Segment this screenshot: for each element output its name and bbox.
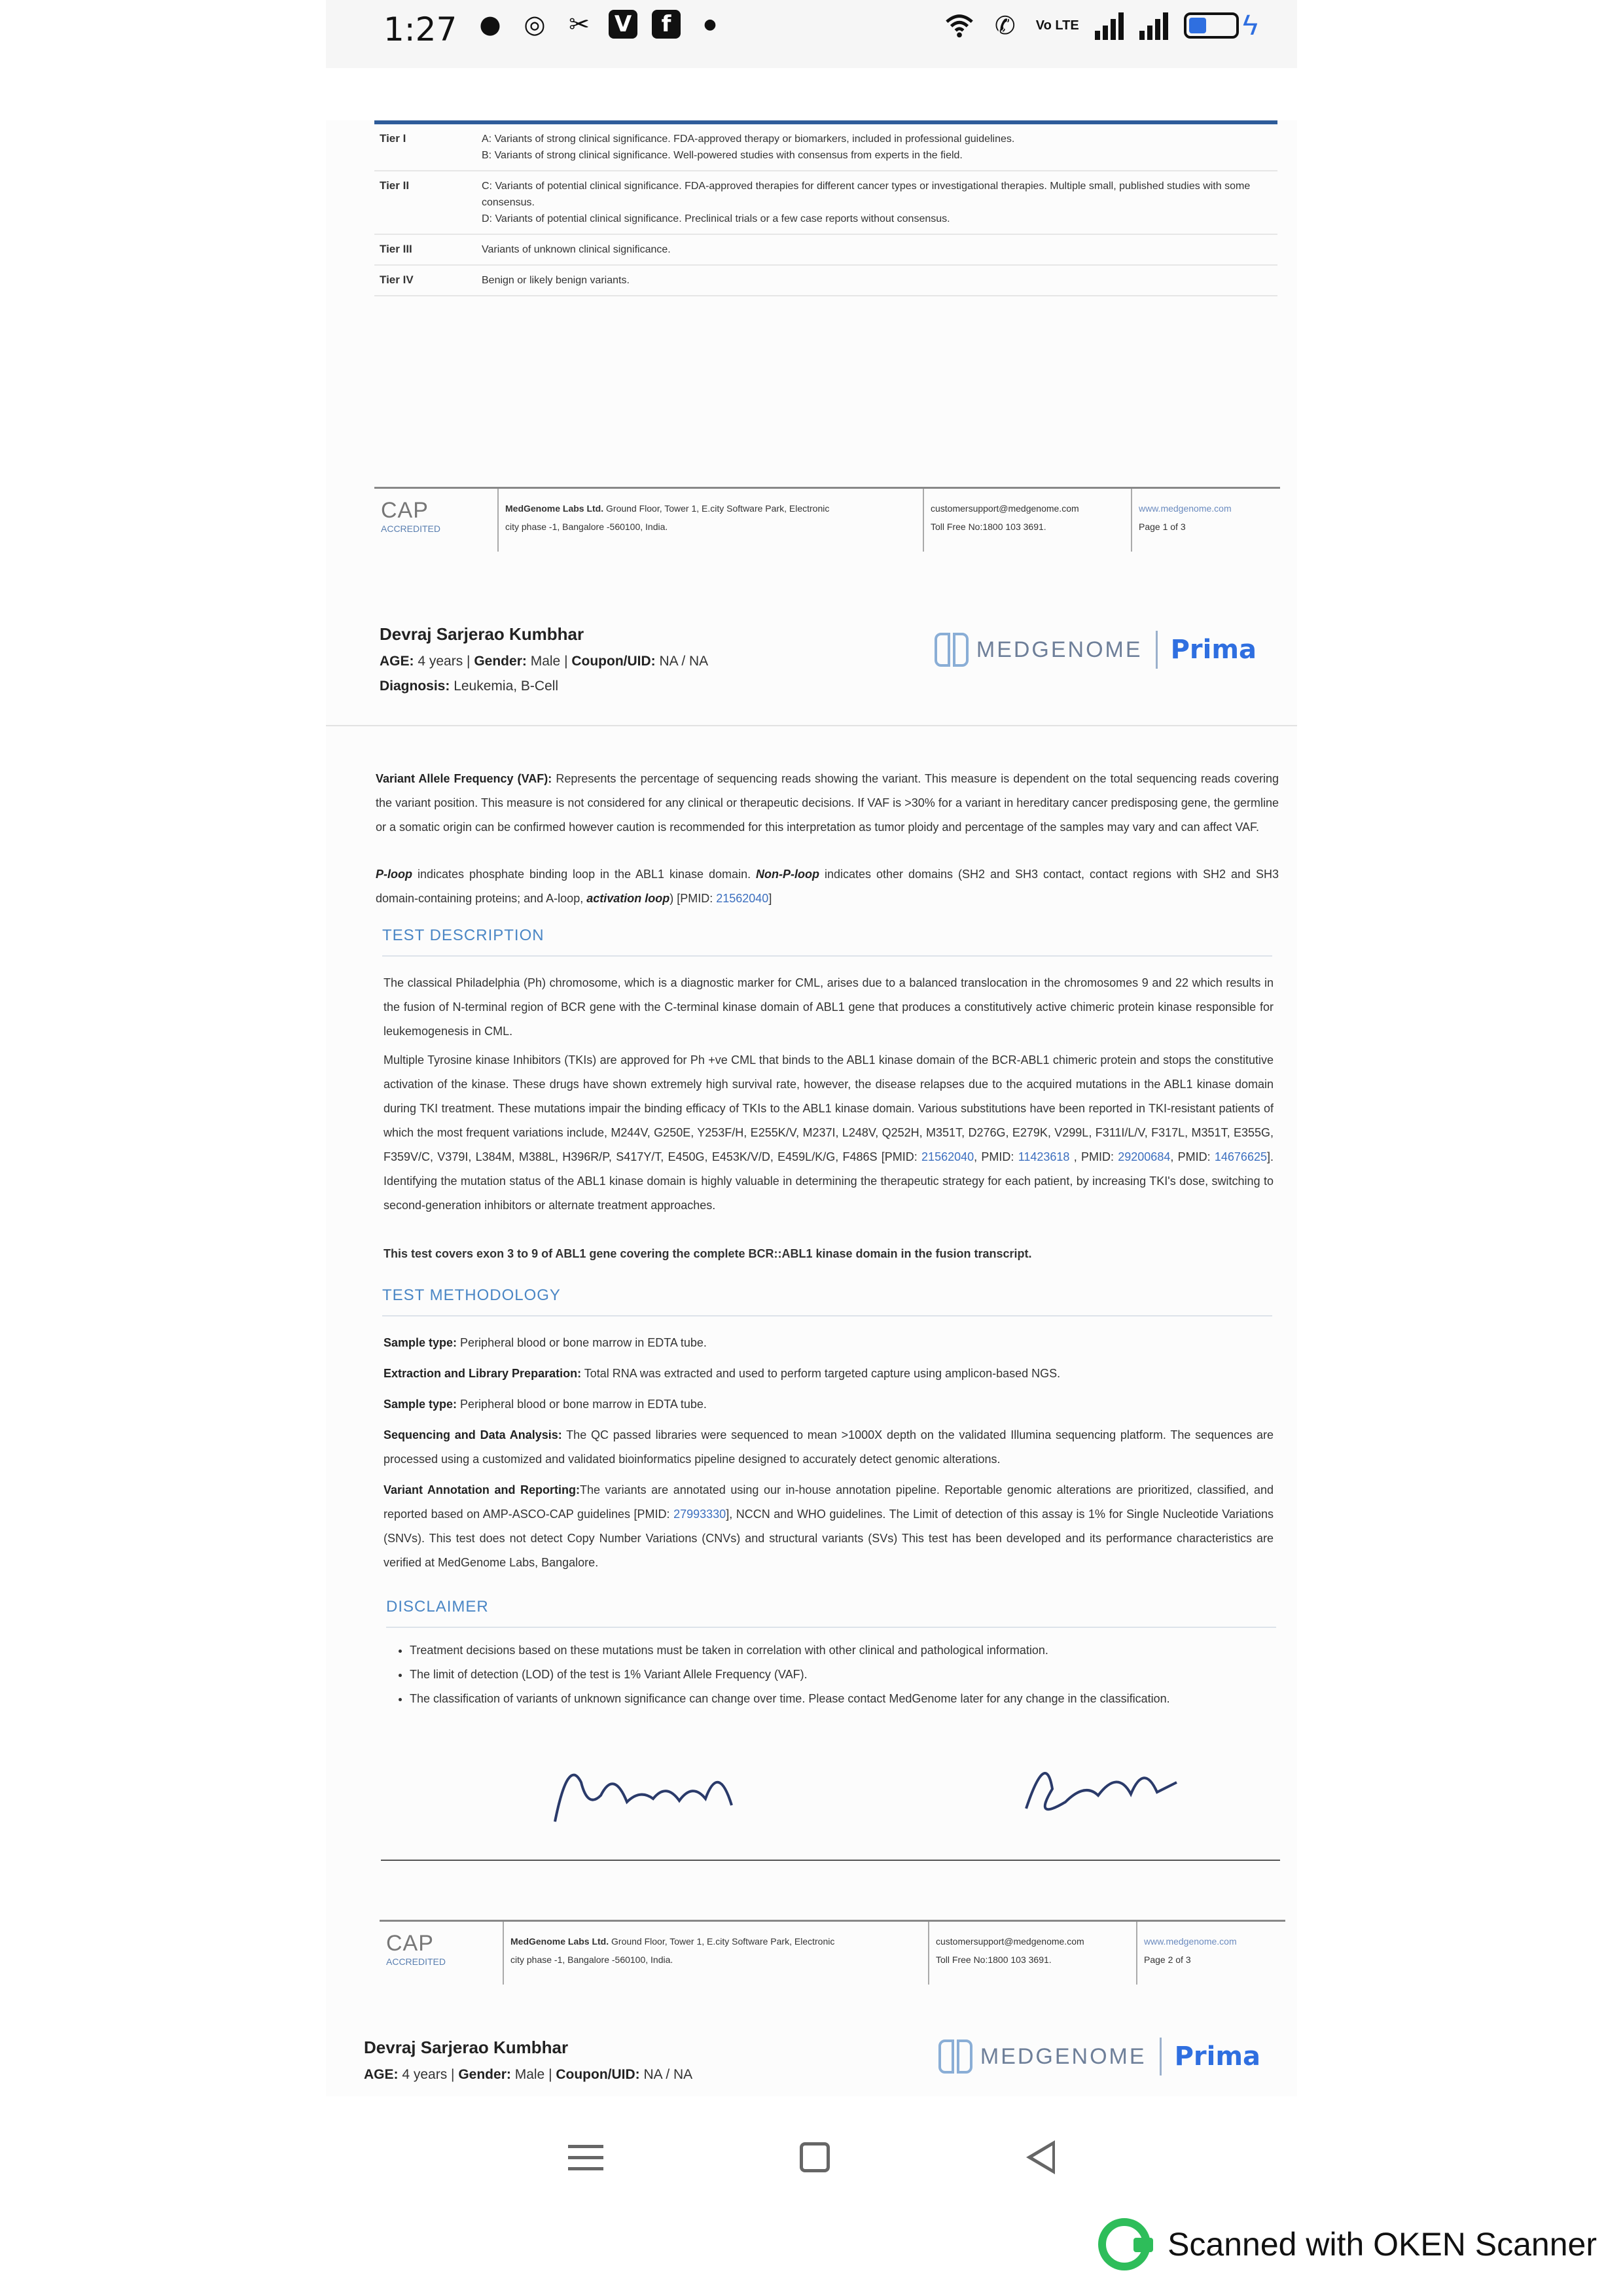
method-text: Total RNA was extracted and used to perform targeted capture using amplicon-based NGS. bbox=[581, 1367, 1061, 1380]
disclaimer-item: • Treatment decisions based on these mutations must be taken in correlation with other clinical and pathological information. bbox=[410, 1638, 1237, 1663]
age-label: AGE: bbox=[380, 654, 414, 669]
signal-icon bbox=[1139, 11, 1168, 40]
footer-address-line2: city phase -1, Bangalore -560100, India. bbox=[510, 1954, 673, 1965]
medgenome-name: MEDGENOME bbox=[980, 2043, 1147, 2069]
method-text: The variants are annotated using our in-house annotation pipeline. Reportable genomic alterations are prioritized, classified, and reported based on AMP-ASCO-CAP guidelines [PMID: bbox=[383, 1483, 1274, 1521]
scanner-watermark bbox=[1098, 2218, 1597, 2270]
tier-row bbox=[374, 171, 1277, 235]
nonploop-term: Non-P-loop bbox=[756, 868, 820, 881]
footer-address-line1: Ground Floor, Tower 1, E.city Software Park, Electronic bbox=[611, 1936, 835, 1947]
pmid-separator: , PMID: bbox=[974, 1150, 1018, 1163]
methodology-item bbox=[383, 1423, 1274, 1472]
disclaimer-block bbox=[386, 1638, 1237, 1711]
tier-description: Variants of unknown clinical significance. bbox=[482, 244, 671, 255]
methodology-item bbox=[383, 1478, 1274, 1575]
brand-separator bbox=[1156, 631, 1158, 669]
tier-row bbox=[374, 235, 1277, 266]
method-text: Peripheral blood or bone marrow in EDTA tube. bbox=[457, 1336, 707, 1349]
ploop-paragraph bbox=[376, 862, 1279, 911]
vaf-text: Represents the percentage of sequencing reads showing the variant. This measure is dependent on the total sequencing reads covering the variant position. This measure is not considered for any clinical or therapeutic decisions. If VAF is >30% for a variant in hereditary cancer predisposing gene, the germline or a somatic origin can be confirmed however caution is recommended for this interpretation as tumor ploidy and percentage of the samples may vary and can affect VAF. bbox=[376, 772, 1279, 834]
footer-website: www.medgenome.com bbox=[1139, 503, 1232, 514]
footer-web bbox=[1137, 1922, 1285, 1985]
activation-loop-term: activation loop bbox=[586, 892, 670, 905]
coverage-text: This test covers exon 3 to 9 of ABL1 gene covering the complete BCR::ABL1 kinase domain in the fusion transcript. bbox=[383, 1247, 1032, 1260]
signal-icon bbox=[1095, 11, 1124, 40]
footer-contact bbox=[929, 1922, 1137, 1985]
page-number: Page 1 of 3 bbox=[1139, 521, 1186, 532]
footer-address-line2: city phase -1, Bangalore -560100, India. bbox=[505, 521, 668, 532]
method-label: Variant Annotation and Reporting: bbox=[383, 1483, 580, 1496]
patient-header bbox=[380, 624, 1283, 694]
test-coverage-note bbox=[383, 1242, 1274, 1266]
wifi-icon bbox=[944, 10, 974, 41]
disclaimer-heading: DISCLAIMER bbox=[386, 1598, 1276, 1628]
medgenome-cross-icon bbox=[938, 2040, 972, 2074]
footer-company: MedGenome Labs Ltd. bbox=[505, 503, 604, 514]
ploop-text: indicates other domains (SH2 and SH3 contact, contact regions with SH2 and SH3 domain-containing proteins; and A-loop, bbox=[376, 868, 1279, 905]
patient-meta: AGE: 4 years | Gender: Male | Coupon/UID: NA / NA bbox=[380, 654, 709, 669]
tier-name: Tier II bbox=[380, 179, 410, 192]
patient-meta: AGE: 4 years | Gender: Male | Coupon/UID: NA / NA bbox=[364, 2067, 693, 2082]
battery-icon bbox=[1184, 12, 1239, 39]
patient-gender: Male bbox=[514, 2067, 545, 2082]
patient-diagnosis-line bbox=[380, 679, 1283, 694]
instagram-icon: ◎ bbox=[524, 10, 546, 39]
menu-icon[interactable] bbox=[568, 2145, 603, 2170]
diagnosis-label: Diagnosis: bbox=[380, 679, 450, 694]
para2-text: Multiple Tyrosine kinase Inhibitors (TKIs) are approved for Ph +ve CML that binds to the ABL1 kinase domain of the BCR-ABL1 chimeric protein and stops the constitutive activation of the kinase. These drugs have shown extremely high survival rate, however, the disease relapses due to the acquired mutations in the ABL1 kinase domain during TKI treatment. These mutations impair the binding efficacy of TKIs to the ABL1 kinase domain. Various substitutions have been reported in TKI-resistant patients of which the most frequent variations include, M244V, G250E, Y253F/H, E255K/V, M237I, L248V, Q252H, M351T, D276G, E279K, V299L, F311I/L/V, F317L, M351T, E355G, F359V/C, V379I, L384M, M388L, H396R/P, S417Y/T, E450G, E453K/V/D, E459L/K/G, F486S [PMID: bbox=[383, 1053, 1274, 1163]
cap-accredited-label: ACCREDITED bbox=[381, 523, 441, 534]
gender-label: Gender: bbox=[458, 2067, 511, 2082]
system-icons bbox=[944, 9, 1258, 42]
test-description-para1: The classical Philadelphia (Ph) chromosome, which is a diagnostic marker for CML, arises due to a balanced translocation in the chromosomes 9 and 22 which results in the fusion of N-terminal region of BCR gene with the C-terminal kinase domain of ABL1 gene that produces a constitutively active chimeric protein kinase responsible for leukemogenesis in CML. bbox=[383, 976, 1274, 1038]
signature-rule bbox=[381, 1860, 1280, 1861]
status-bar bbox=[326, 0, 1297, 68]
pmid-link[interactable]: 14676625 bbox=[1214, 1150, 1267, 1163]
patient-coupon: NA / NA bbox=[643, 2067, 693, 2082]
pmid-link[interactable]: 27993330 bbox=[673, 1508, 726, 1521]
footer-address-line1: Ground Floor, Tower 1, E.city Software Park, Electronic bbox=[606, 503, 830, 514]
para2-end-text: ]. Identifying the mutation status of the ABL1 kinase domain is highly valuable in determining the therapeutic strategy for each patient, by increasing TKI's dose, switching to second-generation inhibitors or alternate treatment approaches. bbox=[383, 1150, 1274, 1212]
footer-address bbox=[504, 1922, 929, 1985]
pmid-link[interactable]: 21562040 bbox=[921, 1150, 974, 1163]
footer-company: MedGenome Labs Ltd. bbox=[510, 1936, 609, 1947]
tier-row bbox=[374, 124, 1277, 171]
signature-right bbox=[1007, 1737, 1190, 1841]
dot-icon: ● bbox=[704, 16, 717, 33]
vaf-label: Variant Allele Frequency (VAF): bbox=[376, 772, 552, 785]
signature-left bbox=[542, 1743, 751, 1847]
methodology-list bbox=[383, 1331, 1274, 1581]
test-description-para2 bbox=[383, 1048, 1274, 1218]
patient-name: Devraj Sarjerao Kumbhar bbox=[364, 2038, 569, 2057]
ploop-term: P-loop bbox=[376, 868, 412, 881]
footer-email: customersupport@medgenome.com bbox=[931, 503, 1079, 514]
footer-email: customersupport@medgenome.com bbox=[936, 1936, 1084, 1947]
patient-header bbox=[364, 2038, 1287, 2083]
methodology-item bbox=[383, 1331, 1274, 1355]
medgenome-logo bbox=[938, 2040, 1147, 2074]
status-time: 1:27 bbox=[383, 10, 457, 48]
method-label: Sample type: bbox=[383, 1398, 457, 1411]
disclaimer-item: • The limit of detection (LOD) of the test is 1% Variant Allele Frequency (VAF). bbox=[410, 1663, 1237, 1687]
cap-accreditation bbox=[374, 489, 499, 552]
test-description-heading: TEST DESCRIPTION bbox=[382, 927, 1272, 957]
page-number: Page 2 of 3 bbox=[1144, 1954, 1191, 1965]
footer-website: www.medgenome.com bbox=[1144, 1936, 1237, 1947]
medgenome-name: MEDGENOME bbox=[976, 637, 1143, 662]
pmid-separator: , PMID: bbox=[1069, 1150, 1118, 1163]
chat-bubble-icon: ● bbox=[479, 10, 501, 39]
cap-accreditation bbox=[380, 1922, 504, 1985]
v-app-icon: V bbox=[609, 10, 637, 39]
pmid-link[interactable]: 21562040 bbox=[716, 892, 769, 905]
patient-age: 4 years bbox=[418, 654, 463, 669]
disclaimer-item: • The classification of variants of unknown significance can change over time. Please contact MedGenome later for any change in the classification. bbox=[410, 1687, 1237, 1711]
brand-separator bbox=[1160, 2038, 1162, 2075]
pmid-link[interactable]: 29200684 bbox=[1118, 1150, 1171, 1163]
patient-coupon: NA / NA bbox=[659, 654, 709, 669]
age-label: AGE: bbox=[364, 2067, 399, 2082]
footer-toll-free: Toll Free No:1800 103 3691. bbox=[931, 521, 1046, 532]
gender-label: Gender: bbox=[474, 654, 527, 669]
oken-scanner-icon bbox=[1098, 2218, 1150, 2270]
ploop-text: ) [PMID: bbox=[669, 892, 717, 905]
call-wifi-icon: ✆ bbox=[994, 11, 1016, 40]
method-label: Sample type: bbox=[383, 1336, 457, 1349]
navigation-bar bbox=[326, 2096, 1297, 2218]
ploop-text: ] bbox=[768, 892, 772, 905]
scanner-text: Scanned with OKEN Scanner bbox=[1168, 2226, 1597, 2263]
test-methodology-heading: TEST METHODOLOGY bbox=[382, 1286, 1272, 1316]
vaf-paragraph bbox=[376, 767, 1279, 839]
tier-row bbox=[374, 266, 1277, 296]
tier-description: C: Variants of potential clinical significance. FDA-approved therapies for different cancer types or investigational therapies. Multiple small, published studies with some consensus. D: Variants of potential clinical significance. Preclinical trials or a few case reports without consensus. bbox=[482, 181, 1251, 224]
patient-diagnosis: Leukemia, B-Cell bbox=[454, 679, 559, 694]
method-text: The QC passed libraries were sequenced to mean >1000X depth on the validated Illumina sequencing platform. The sequences are processed using a customized and validated bioinformatics pipeline designed to accurately detect genomic alterations. bbox=[383, 1428, 1274, 1466]
page-footer bbox=[374, 487, 1280, 552]
method-text: Peripheral blood or bone marrow in EDTA tube. bbox=[457, 1398, 707, 1411]
page-footer bbox=[380, 1920, 1285, 1985]
tier-name: Tier I bbox=[380, 132, 406, 145]
patient-gender: Male bbox=[530, 654, 561, 669]
ploop-text: indicates phosphate binding loop in the ABL1 kinase domain. bbox=[412, 868, 757, 881]
facebook-icon: f bbox=[652, 10, 681, 39]
method-text: ], NCCN and WHO guidelines. The Limit of detection of this assay is 1% for Single Nucleotide Variations (SNVs). This test does not detect Copy Number Variations (CNVs) and structural variants (SVs) This test has been developed and its performance characteristics are verified at MedGenome Labs, Bangalore. bbox=[383, 1508, 1274, 1569]
notification-icons bbox=[475, 9, 725, 39]
coupon-label: Coupon/UID: bbox=[556, 2067, 640, 2082]
cap-accredited-label: ACCREDITED bbox=[386, 1956, 446, 1967]
tier-description: A: Variants of strong clinical significance. FDA-approved therapy or biomarkers, included in professional guidelines. B: Variants of strong clinical significance. Well-powered studies with consensus from experts in the field. bbox=[482, 133, 1015, 161]
brand-logos bbox=[938, 2038, 1260, 2075]
patient-name: Devraj Sarjerao Kumbhar bbox=[380, 624, 584, 644]
tier-name: Tier IV bbox=[380, 274, 414, 286]
tier-table bbox=[374, 120, 1277, 296]
brand-logos bbox=[935, 631, 1257, 669]
pmid-link[interactable]: 11423618 bbox=[1018, 1150, 1070, 1163]
pmid-separator: , PMID: bbox=[1170, 1150, 1215, 1163]
cap-logo: CAP bbox=[381, 498, 429, 523]
cap-logo: CAP bbox=[386, 1931, 434, 1956]
tier-description: Benign or likely benign variants. bbox=[482, 275, 630, 286]
disclaimer-list bbox=[386, 1638, 1237, 1711]
method-label: Sequencing and Data Analysis: bbox=[383, 1428, 562, 1441]
scanned-document bbox=[326, 120, 1297, 2096]
back-icon[interactable] bbox=[1026, 2140, 1055, 2174]
header-divider bbox=[326, 725, 1297, 726]
prima-logo: Prima bbox=[1174, 2041, 1260, 2072]
home-icon[interactable] bbox=[800, 2142, 830, 2172]
footer-address bbox=[499, 489, 924, 552]
methodology-item bbox=[383, 1392, 1274, 1417]
medgenome-cross-icon bbox=[935, 633, 969, 667]
footer-toll-free: Toll Free No:1800 103 3691. bbox=[936, 1954, 1052, 1965]
coupon-label: Coupon/UID: bbox=[571, 654, 656, 669]
patient-age: 4 years bbox=[402, 2067, 448, 2082]
medgenome-logo bbox=[935, 633, 1143, 667]
tier-name: Tier III bbox=[380, 243, 412, 255]
volte-icon: Vo LTE bbox=[1035, 18, 1079, 33]
scissors-icon: ✂ bbox=[569, 10, 590, 39]
footer-contact bbox=[924, 489, 1132, 552]
charging-icon: ϟ bbox=[1242, 9, 1258, 41]
methodology-item bbox=[383, 1362, 1274, 1386]
method-label: Extraction and Library Preparation: bbox=[383, 1367, 582, 1380]
prima-logo: Prima bbox=[1170, 635, 1257, 665]
footer-web bbox=[1132, 489, 1280, 552]
